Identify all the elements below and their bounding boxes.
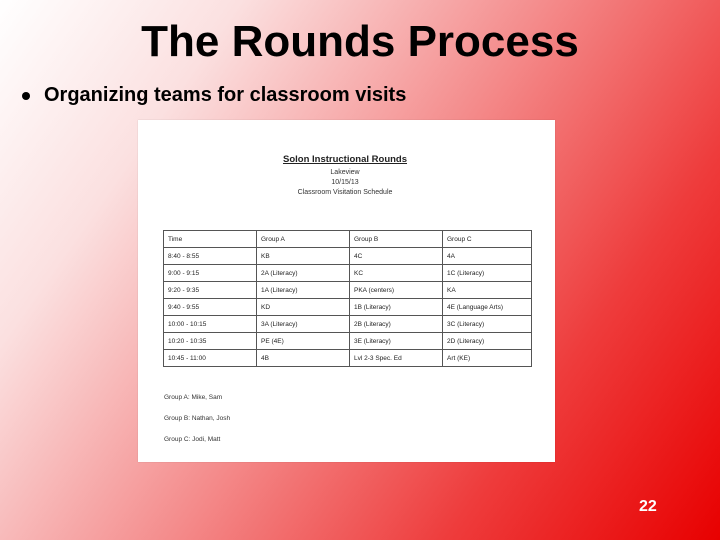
slide-title: The Rounds Process (141, 17, 579, 66)
table-cell: 2D (Literacy) (443, 333, 532, 350)
table-cell: 10:45 - 11:00 (164, 350, 257, 367)
table-row (164, 248, 532, 265)
table-cell: KD (257, 299, 350, 316)
table-cell: 2A (Literacy) (257, 265, 350, 282)
document-subtitle: Classroom Visitation Schedule (297, 189, 393, 196)
table-cell: KB (257, 248, 350, 265)
table-cell: 9:20 - 9:35 (164, 282, 257, 299)
table-cell: 10:00 - 10:15 (164, 316, 257, 333)
table-cell: PE (4E) (257, 333, 350, 350)
table-cell: Art (KE) (443, 350, 532, 367)
table-header-row (164, 231, 532, 248)
table-cell: 8:40 - 8:55 (164, 248, 257, 265)
table-cell: PKA (centers) (350, 282, 443, 299)
table-cell: 4A (443, 248, 532, 265)
table-cell: 2B (Literacy) (350, 316, 443, 333)
column-header: Time (164, 231, 257, 248)
table-row (164, 299, 532, 316)
schedule-table (163, 230, 532, 367)
column-header: Group A (257, 231, 350, 248)
column-header: Group B (350, 231, 443, 248)
table-cell: 9:00 - 9:15 (164, 265, 257, 282)
table-row (164, 265, 532, 282)
table-cell: 3A (Literacy) (257, 316, 350, 333)
group-assignments (164, 394, 230, 457)
table-cell: 3E (Literacy) (350, 333, 443, 350)
page-number: 22 (639, 498, 657, 515)
bullet-dot-icon (22, 92, 30, 100)
table-cell: 1C (Literacy) (443, 265, 532, 282)
bullet-item (18, 84, 406, 107)
table-cell: KC (350, 265, 443, 282)
table-cell: 4E (Language Arts) (443, 299, 532, 316)
column-header: Group C (443, 231, 532, 248)
table-cell: 1B (Literacy) (350, 299, 443, 316)
table-cell: Lvl 2-3 Spec. Ed (350, 350, 443, 367)
group-assignment: Group C: Jodi, Matt (164, 436, 221, 443)
document-location: Lakeview (330, 169, 360, 176)
table-row (164, 316, 532, 333)
table-cell: KA (443, 282, 532, 299)
table-cell: 4C (350, 248, 443, 265)
document-title: Solon Instructional Rounds (282, 154, 408, 165)
table-cell: 1A (Literacy) (257, 282, 350, 299)
table-cell: 9:40 - 9:55 (164, 299, 257, 316)
schedule-document-image (138, 120, 555, 462)
table-cell: 10:20 - 10:35 (164, 333, 257, 350)
bullet-text: Organizing teams for classroom visits (44, 84, 407, 106)
document-date: 10/15/13 (331, 179, 359, 186)
table-row (164, 333, 532, 350)
table-cell: 4B (257, 350, 350, 367)
group-assignment: Group B: Nathan, Josh (164, 415, 231, 422)
group-assignment: Group A: Mike, Sam (164, 394, 223, 401)
table-row (164, 350, 532, 367)
table-cell: 3C (Literacy) (443, 316, 532, 333)
table-row (164, 282, 532, 299)
